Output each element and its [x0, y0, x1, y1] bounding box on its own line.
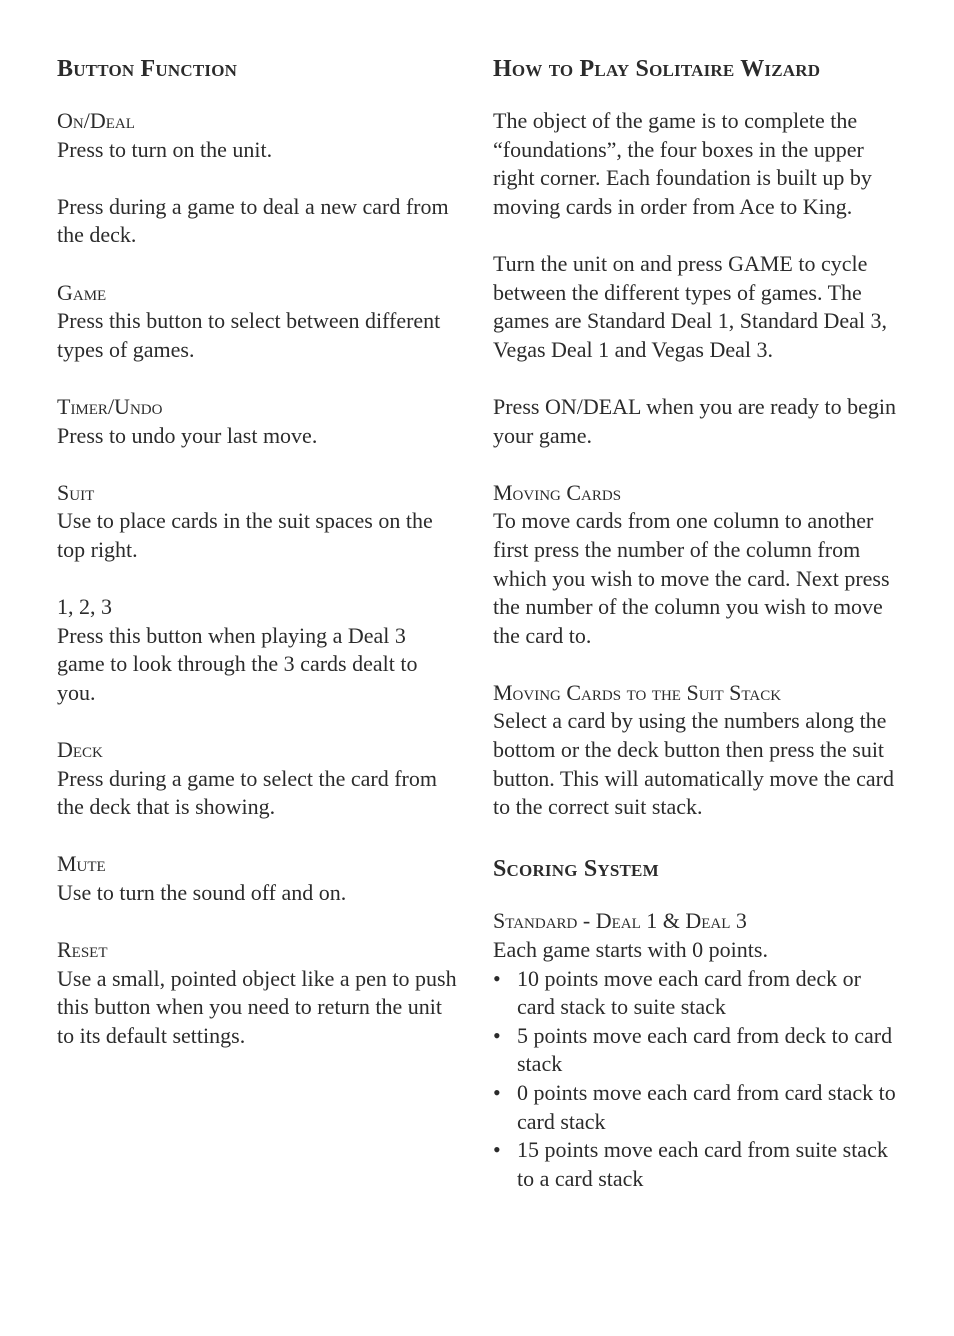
moving-suit-title: Moving Cards to the Suit Stack	[493, 679, 782, 705]
button-description	[57, 193, 457, 250]
right-column	[493, 50, 903, 1193]
moving-suit-text: Select a card by using the numbers along the bottom or the deck button then press the suit button. This will automatically move the card to the correct suit stack.	[493, 708, 895, 820]
scoring-list-item	[493, 1022, 903, 1079]
scoring-list-item	[493, 1136, 903, 1193]
button-function-heading: Button Function	[57, 56, 238, 82]
button-description	[57, 107, 457, 164]
button-description	[57, 393, 457, 450]
scoring-list-item	[493, 1079, 903, 1136]
bullet-icon: •	[493, 1022, 501, 1048]
button-description-text: Press during a game to select the card from the deck that is showing.	[57, 765, 437, 820]
scoring-list-item	[493, 965, 903, 1022]
scoring-section	[493, 850, 903, 1193]
moving-cards-title: Moving Cards	[493, 479, 622, 505]
intro-paragraph: Turn the unit on and press GAME to cycle between the different types of games. The games are Standard Deal 1, Standard Deal 3, Vegas Deal 1 and Vegas Deal 3.	[493, 250, 888, 362]
scoring-lead: Each game starts with 0 points.	[493, 937, 768, 963]
scoring-item-text: 10 points move each card from deck or card stack to suite stack	[517, 965, 861, 1020]
button-name: Deck	[57, 737, 103, 763]
scoring-subtitle: Standard - Deal 1 & Deal 3	[493, 908, 747, 934]
button-name: Game	[57, 279, 107, 305]
bullet-icon: •	[493, 1080, 501, 1105]
scoring-list	[493, 965, 903, 1194]
button-description	[57, 479, 457, 565]
scoring-item-text: 15 points move each card from suite stack to a card stack	[517, 1137, 888, 1191]
button-description-text: Use to turn the sound off and on.	[57, 880, 347, 906]
button-descriptions	[57, 107, 457, 1051]
button-description-text: Press this button to select between different types of games.	[57, 308, 441, 362]
button-description	[57, 736, 457, 822]
button-name: Timer/Undo	[57, 393, 163, 419]
intro-paragraph: Press ON/DEAL when you are ready to begin your game.	[493, 393, 897, 448]
button-name: 1, 2, 3	[57, 594, 112, 620]
left-column	[57, 50, 457, 1079]
scoring-item-text: 5 points move each card from deck to card stack	[517, 1022, 893, 1077]
button-name: Suit	[57, 479, 95, 505]
bullet-icon: •	[493, 965, 501, 991]
scoring-item-text: 0 points move each card from card stack to card stack	[517, 1080, 896, 1134]
button-description-text: Use a small, pointed object like a pen to push this button when you need to return the unit to its default settings.	[57, 965, 457, 1048]
button-name: On/Deal	[57, 108, 135, 133]
button-description-text: Press to turn on the unit.	[57, 136, 273, 162]
moving-cards-section	[493, 479, 903, 651]
moving-cards-text: To move cards from one column to another first press the number of the column from which you wish to move the card. Next press the number of the column you wish to move the card to.	[493, 508, 890, 648]
button-description-text: Press this button when playing a Deal 3 game to look through the 3 cards dealt to you.	[57, 622, 418, 705]
button-description	[57, 593, 457, 707]
button-description-text: Press to undo your last move.	[57, 422, 318, 448]
moving-suit-section	[493, 679, 903, 822]
button-name: Mute	[57, 851, 106, 877]
how-to-play-heading: How to Play Solitaire Wizard	[493, 56, 821, 82]
button-description-text: Use to place cards in the suit spaces on the top right.	[57, 508, 433, 562]
button-description	[57, 279, 457, 365]
intro-paragraph: The object of the game is to complete the “foundations”, the four boxes in the upper right corner. Each foundation is built up by moving cards in order from Ace to King.	[493, 108, 872, 219]
button-description-text: Press during a game to deal a new card from the deck.	[57, 193, 449, 248]
scoring-system-heading: Scoring System	[493, 856, 659, 883]
bullet-icon: •	[493, 1137, 501, 1163]
button-description	[57, 936, 457, 1050]
button-description	[57, 850, 457, 907]
button-name: Reset	[57, 937, 108, 963]
